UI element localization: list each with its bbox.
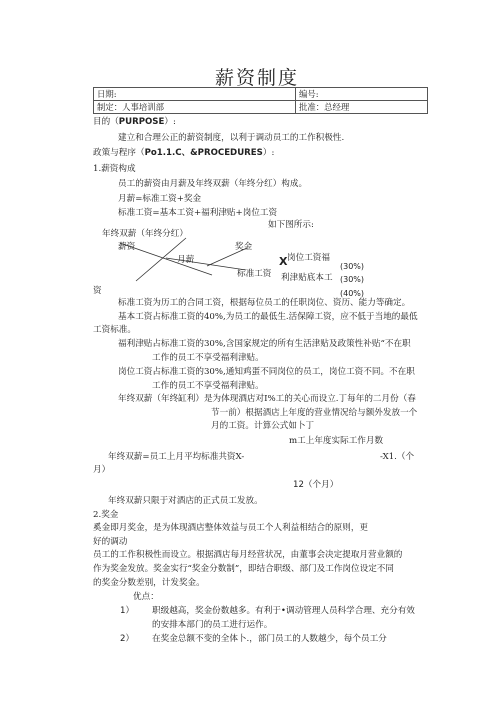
formula-right: -X1.（个 (380, 452, 415, 462)
diagram-monthly: 月薪 (177, 255, 195, 265)
formula-left: 年终双薪=员工上月平均标准共资X- (108, 452, 245, 462)
para-year-end-3: 月的工资。计算公式如卜丁 (211, 421, 315, 431)
section2-line5: 的奖金分数差别，计发奖金。 (93, 578, 205, 588)
para-post-wage-1: 岗位工资占标准工资的30%,通知鸡蛋不同岗位的员工，岗位工资不同。不在职 (118, 367, 415, 377)
policy-prefix: 政策与程序（ (93, 148, 145, 158)
diagram-zi: 资 (93, 286, 102, 296)
section1-heading: 1.薪资构成 (93, 164, 136, 174)
diagram-bonus: 奖金 (235, 242, 253, 252)
diagram-year-end: 年终双薪（年终分红） (102, 229, 188, 239)
purpose-key: PURPOSE (118, 117, 165, 127)
diagram-pct-1: (30%) (340, 262, 365, 271)
para-standard-wage: 标准工资为历工的合同工资，根据每位员工的任职岗位、资历、能力等确定。 (118, 298, 411, 308)
section1-line3: 标准工资=基本工资+福利津贴+岗位工资 (118, 208, 278, 218)
diagram-welfare-base: 利津贴底本工 (281, 273, 333, 283)
para-post-wage-2: 工作的员工不享受福利津贴。 (152, 381, 264, 391)
section2-heading: 2.奖金 (93, 510, 119, 520)
diagram-post-wage: 岗位工资福 (287, 253, 330, 263)
formula-denominator: 12（个月） (293, 480, 339, 490)
section2-line4: 作为奖金发放。奖金实行“奖金分数制”，即结合职级、部门及工作岗位设定不同 (93, 564, 394, 574)
formula-month: 月） (93, 465, 111, 475)
diagram-standard: 标准工资 (237, 269, 272, 279)
para-base-wage-1: 基本工资占标准工资的40%,为员工的最低生.活保障工资，应不低于当地的最低 (118, 312, 418, 322)
advantage-1-line2: 的安排本部门的员工进行运作。 (152, 620, 273, 630)
formula-numerator: m工上年度实际工作月数 (289, 436, 384, 446)
advantages-label: 优点： (133, 592, 159, 602)
made-by-cell: 制定：人事培训部 (94, 101, 296, 114)
purpose-text: 建立和合理公正的薪资制度，以利于调动员工的工作积极性. (118, 133, 345, 143)
para-welfare-2: 工作的员工不享受福利津贴。 (152, 353, 264, 363)
page-title: 薪资制度 (215, 67, 300, 89)
advantage-2-num: 2） (120, 634, 135, 644)
purpose-suffix: ）: (164, 117, 176, 127)
para-formal-staff: 年终双薪只限于对酒店的正式员工发放。 (108, 496, 263, 506)
diagram-salary: 薪资 (118, 242, 136, 252)
section1-line1: 员工的薪资由月薪及年终双薪（年终分红）构成。 (118, 179, 308, 189)
figure-label: 如下图所示: (268, 220, 314, 230)
advantage-1-line1: 职级越高，奖金份数越多。有利于•调动管理人员科学合理、充分有效 (152, 606, 415, 616)
date-cell: 日期: (94, 88, 296, 101)
para-welfare-1: 福利津贴占标准工资的30%,含国家规定的所有生活津贴及政策性补贴“不在职 (118, 339, 411, 349)
para-base-wage-2: 工资标准。 (93, 325, 136, 335)
policy-suffix: ）: (262, 148, 275, 158)
section2-line3: 员工的工作积极性而设立。根据酒店每月经营状况，由董事会决定提取月营业额的 (93, 550, 403, 560)
section2-line1: 奚金即月奖金，是为体现酒店整体效益与员工个人利益相结合的原则，更 (93, 523, 369, 533)
section2-line2: 好的调动 (93, 537, 128, 547)
purpose-prefix: 目的（ (93, 117, 119, 127)
para-year-end-1: 年终双薪（年终缸利）是为体现酒店对I%工的关心而设立.丁每年的二月份（春 (118, 394, 416, 404)
diagram-pct-3: (40%) (340, 289, 365, 298)
policy-key: Po1.1.C、&PROCEDURES (144, 148, 263, 158)
advantage-2-line1: 在奖金总额不变的全体卜.，部门员工的人数越少，每个员工分 (152, 634, 387, 644)
para-year-end-2: 节一前）根据酒店上年度的营业情况给与额外发放一个 (211, 408, 418, 418)
number-cell: 编号: (296, 88, 428, 101)
diagram-x-mark: X (279, 255, 288, 268)
section1-line2: 月薪=标准工资+奖金 (118, 194, 202, 204)
approved-by-cell: 批准：总经理 (296, 101, 428, 114)
advantage-1-num: 1） (120, 606, 135, 616)
diagram-pct-2: (30%) (340, 275, 365, 284)
